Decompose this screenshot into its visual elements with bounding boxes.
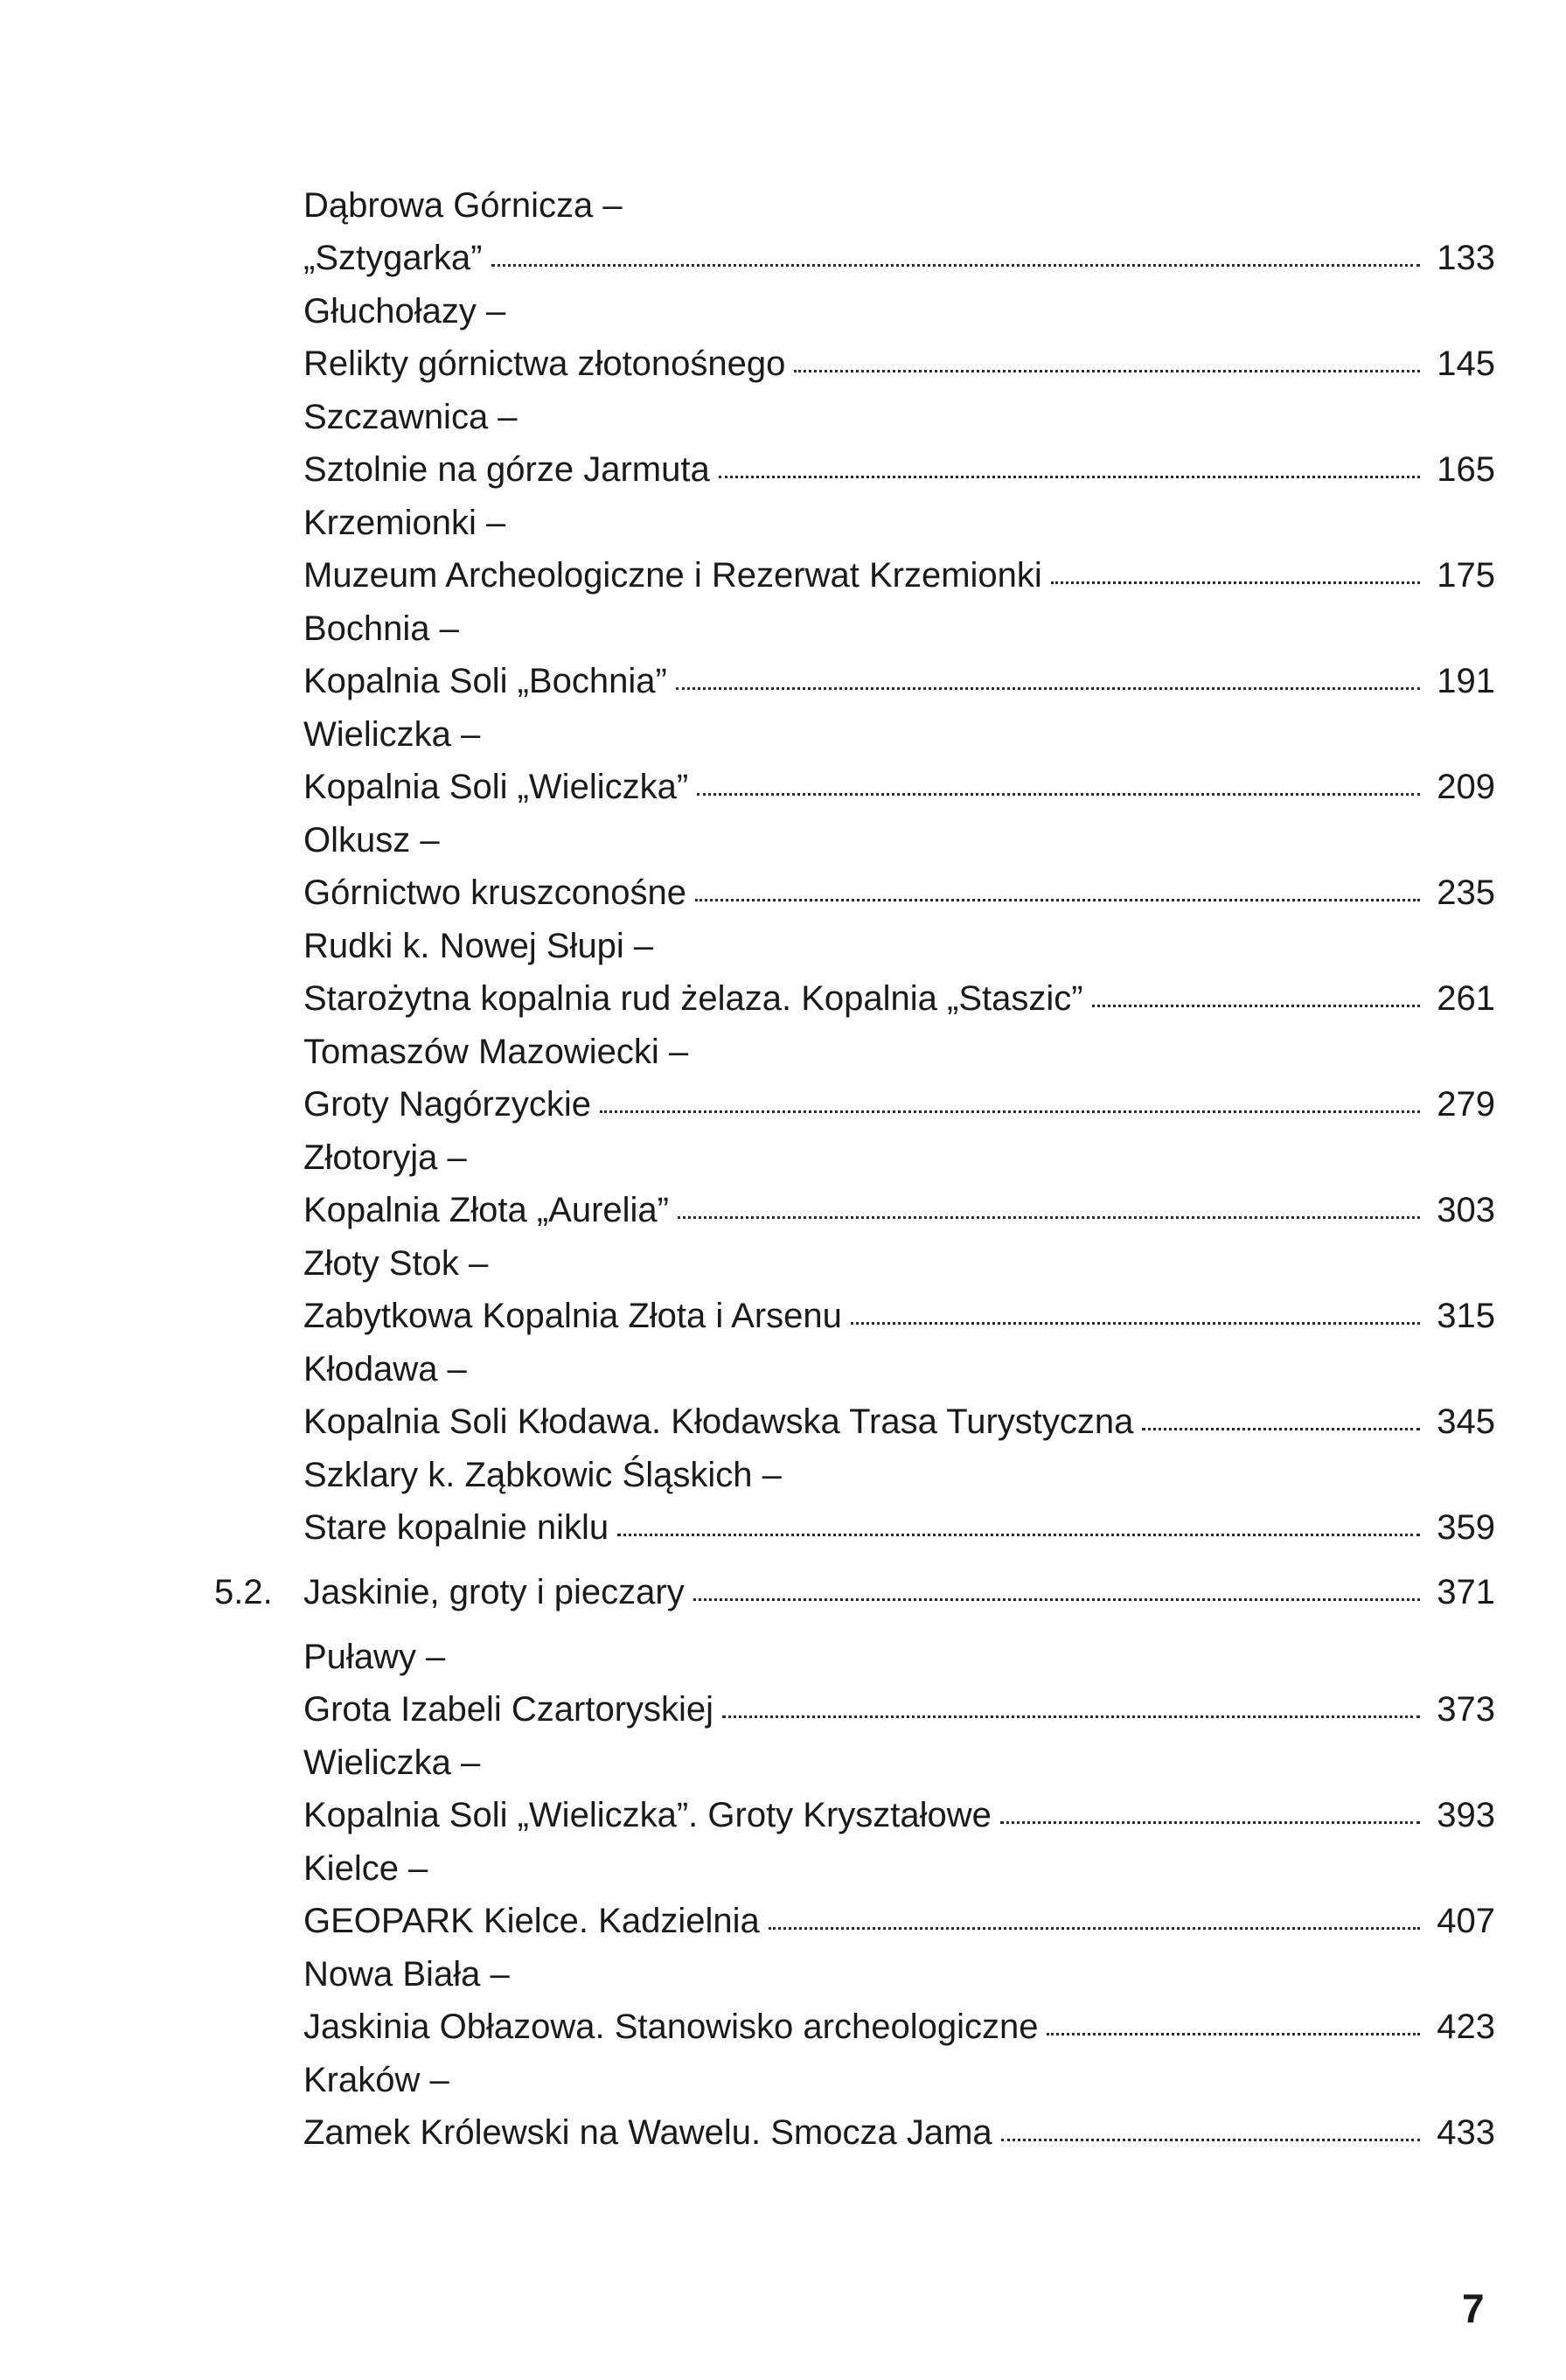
toc-entry	[303, 1237, 1495, 1342]
dot-leader	[719, 475, 1420, 478]
toc-entry-page: 279	[1437, 1085, 1495, 1124]
dot-leader	[851, 1321, 1420, 1325]
toc-section-heading	[214, 1566, 1495, 1618]
toc-entry-page: 145	[1437, 344, 1495, 383]
dot-leader	[1092, 1004, 1420, 1007]
toc-entry-line	[303, 1789, 1495, 1841]
toc-entry-line	[303, 972, 1495, 1025]
toc-entry-page: 393	[1437, 1796, 1495, 1834]
toc-entry-page: 235	[1437, 873, 1495, 912]
dot-leader	[693, 1597, 1420, 1601]
toc-entry-subtitle: Grota Izabeli Czartoryskiej	[303, 1690, 714, 1729]
toc-entry-subtitle: Groty Nagórzyckie	[303, 1085, 591, 1124]
toc-entry-line	[303, 443, 1495, 496]
dot-leader	[1047, 2032, 1420, 2036]
toc-entry-subtitle: Kopalnia Soli „Bochnia”	[303, 662, 667, 700]
section-line	[303, 1566, 1495, 1618]
toc-entry-line	[303, 655, 1495, 707]
dot-leader	[1000, 1820, 1420, 1824]
toc-entry	[303, 708, 1495, 813]
toc-entry	[303, 1842, 1495, 1947]
toc-entry-subtitle: GEOPARK Kielce. Kadzielnia	[303, 1902, 760, 1940]
toc-entry-page: 423	[1437, 2008, 1495, 2046]
table-of-contents	[214, 179, 1495, 2159]
dot-leader	[617, 1533, 1420, 1536]
toc-entry-line	[303, 338, 1495, 390]
dot-leader	[695, 898, 1420, 901]
toc-entry-subtitle: Kopalnia Złota „Aurelia”	[303, 1191, 669, 1229]
toc-entry-subtitle: Muzeum Archeologiczne i Rezerwat Krzemionki	[303, 556, 1042, 595]
section-line-wrapper	[303, 1566, 1495, 1618]
toc-entry-page: 359	[1437, 1508, 1495, 1547]
section-page: 371	[1437, 1573, 1495, 1611]
toc-entry-subtitle: Starożytna kopalnia rud żelaza. Kopalnia „Staszic”	[303, 979, 1083, 1018]
toc-entry-page: 433	[1437, 2113, 1495, 2152]
dot-leader	[722, 1715, 1420, 1718]
toc-entry-place: Tomaszów Mazowiecki –	[303, 1033, 689, 1071]
toc-entry-page: 315	[1437, 1297, 1495, 1335]
toc-entry	[303, 920, 1495, 1025]
dot-leader	[600, 1110, 1420, 1113]
dot-leader	[678, 1215, 1420, 1219]
toc-entry-subtitle: Relikty górnictwa złotonośnego	[303, 344, 786, 383]
toc-entry	[303, 2054, 1495, 2159]
toc-entry	[303, 1631, 1495, 1736]
toc-entry-line	[303, 1501, 1495, 1554]
toc-entry-page: 191	[1437, 662, 1495, 700]
toc-entry-place: Krzemionki –	[303, 504, 506, 542]
toc-entry-subtitle: Kopalnia Soli Kłodawa. Kłodawska Trasa Turystyczna	[303, 1402, 1134, 1441]
toc-entry-place: Rudki k. Nowej Słupi –	[303, 927, 654, 965]
toc-entry-line	[303, 866, 1495, 919]
toc-entry	[303, 1736, 1495, 1841]
toc-entry-line	[303, 1184, 1495, 1236]
toc-entry-line	[303, 1895, 1495, 1947]
toc-entry-place: Głuchołazy –	[303, 292, 506, 331]
toc-entry	[303, 1948, 1495, 2053]
page-number: 7	[1462, 2286, 1485, 2331]
toc-entry-page: 175	[1437, 556, 1495, 595]
dot-leader	[794, 369, 1420, 372]
toc-entry-place: Nowa Biała –	[303, 1955, 510, 1994]
toc-entry-place: Szczawnica –	[303, 398, 518, 436]
toc-entry	[303, 285, 1495, 390]
toc-entry-place: Bochnia –	[303, 609, 459, 648]
toc-entry	[303, 602, 1495, 707]
section-number: 5.2.	[214, 1573, 273, 1611]
toc-entry-line	[303, 1683, 1495, 1736]
toc-entry-subtitle: Zamek Królewski na Wawelu. Smocza Jama	[303, 2113, 992, 2152]
toc-entry-page: 133	[1437, 239, 1495, 277]
toc-entry	[303, 391, 1495, 496]
toc-entry-subtitle: „Sztygarka”	[303, 239, 483, 277]
toc-entry-subtitle: Kopalnia Soli „Wieliczka”	[303, 768, 689, 806]
dot-leader	[1142, 1427, 1420, 1430]
toc-entry	[303, 1449, 1495, 1554]
toc-entry	[303, 1026, 1495, 1131]
toc-entry-place: Kraków –	[303, 2061, 449, 2099]
toc-entry-page: 209	[1437, 768, 1495, 806]
section-title: Jaskinie, groty i pieczary	[303, 1573, 685, 1611]
toc-entry-subtitle: Jaskinia Obłazowa. Stanowisko archeologiczne	[303, 2008, 1039, 2046]
toc-entry-subtitle: Kopalnia Soli „Wieliczka”. Groty Kryształowe	[303, 1796, 992, 1834]
dot-leader	[1051, 581, 1420, 584]
toc-entry-line	[303, 2106, 1495, 2159]
toc-entry-page: 261	[1437, 979, 1495, 1018]
toc-entry-line	[303, 232, 1495, 284]
toc-entry-line	[303, 549, 1495, 602]
toc-entry-page: 165	[1437, 450, 1495, 489]
toc-entry	[303, 1131, 1495, 1236]
toc-entry-place: Szklary k. Ząbkowic Śląskich –	[303, 1456, 782, 1494]
toc-entry-place: Wieliczka –	[303, 715, 481, 754]
toc-entry-page: 303	[1437, 1191, 1495, 1229]
dot-leader	[697, 792, 1420, 796]
toc-entry-line	[303, 1395, 1495, 1448]
toc-entry-subtitle: Górnictwo kruszconośne	[303, 873, 686, 912]
dot-leader	[676, 686, 1420, 690]
dot-leader	[769, 1926, 1420, 1930]
toc-entry-place: Kielce –	[303, 1849, 428, 1888]
toc-entry-line	[303, 1290, 1495, 1342]
toc-entry-place: Kłodawa –	[303, 1350, 467, 1388]
toc-entry-place: Złoty Stok –	[303, 1244, 489, 1283]
dot-leader	[1001, 2138, 1420, 2141]
toc-entry-page: 407	[1437, 1902, 1495, 1940]
toc-entry	[303, 179, 1495, 284]
toc-entry-subtitle: Sztolnie na górze Jarmuta	[303, 450, 710, 489]
toc-entry-place: Puławy –	[303, 1638, 446, 1676]
toc-entry-subtitle: Zabytkowa Kopalnia Złota i Arsenu	[303, 1297, 842, 1335]
toc-entry-line	[303, 2001, 1495, 2053]
toc-entry-page: 345	[1437, 1402, 1495, 1441]
toc-entry	[303, 1343, 1495, 1448]
dot-leader	[491, 263, 1421, 267]
toc-entry-page: 373	[1437, 1690, 1495, 1729]
toc-entry-place: Wieliczka –	[303, 1743, 481, 1782]
toc-entry-line	[303, 1078, 1495, 1131]
toc-entry	[303, 497, 1495, 602]
toc-entry-subtitle: Stare kopalnie niklu	[303, 1508, 609, 1547]
toc-entry-place: Złotoryja –	[303, 1138, 467, 1177]
toc-entry-line	[303, 761, 1495, 813]
toc-entry-place: Dąbrowa Górnicza –	[303, 186, 623, 225]
toc-entry	[303, 814, 1495, 919]
toc-entry-place: Olkusz –	[303, 821, 440, 859]
